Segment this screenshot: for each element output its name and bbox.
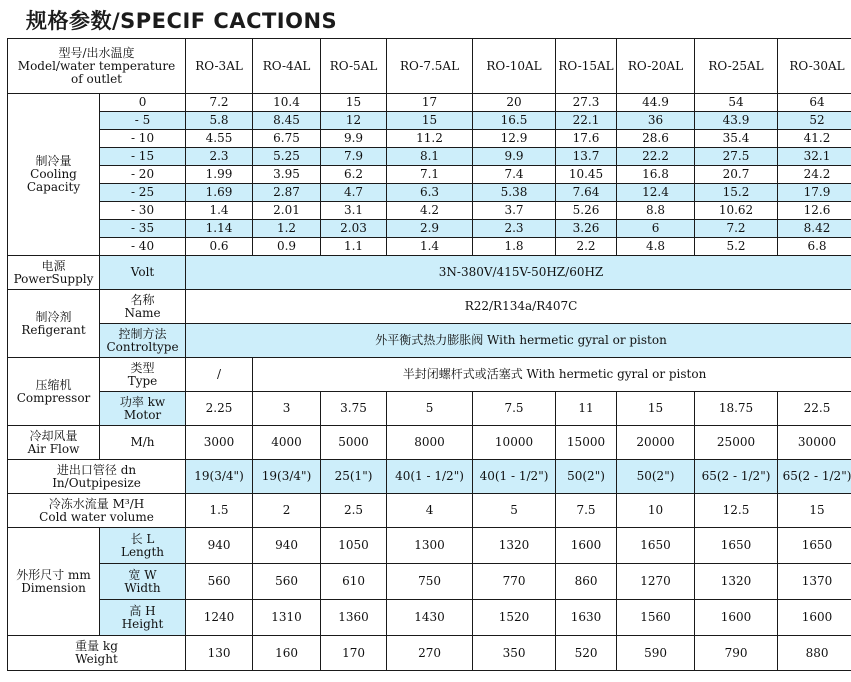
airflow-value: 30000 [778, 426, 851, 460]
cooling-value: 12.9 [473, 130, 556, 148]
airflow-value: 5000 [321, 426, 387, 460]
dimension-value: 940 [253, 528, 321, 564]
cooling-value: 7.2 [186, 94, 253, 112]
control-value: 外平衡式热力膨胀阀 With hermetic gyral or piston [186, 324, 851, 358]
power-label: 电源 PowerSupply [8, 256, 100, 290]
cooling-value: 6.75 [253, 130, 321, 148]
pipe-value: 19(3/4") [186, 460, 253, 494]
pipe-value: 65(2 - 1/2") [778, 460, 851, 494]
temp-cell: - 35 [100, 220, 186, 238]
temp-cell: - 5 [100, 112, 186, 130]
cooling-value: 2.9 [387, 220, 473, 238]
cooling-row [8, 220, 851, 238]
cooling-value: 6 [617, 220, 695, 238]
cooling-row [8, 112, 851, 130]
cooling-value: 7.1 [387, 166, 473, 184]
cooling-value: 7.4 [473, 166, 556, 184]
cooling-value: 15 [321, 94, 387, 112]
cooling-value: 16.5 [473, 112, 556, 130]
dimension-value: 1600 [695, 600, 778, 636]
dimension-value: 1600 [778, 600, 851, 636]
type-value: 半封闭螺杆式或活塞式 With hermetic gyral or piston [253, 358, 851, 392]
dimension-label: 外形尺寸 mm Dimension [8, 528, 100, 636]
cooling-value: 6.8 [778, 238, 851, 256]
cooling-value: 41.2 [778, 130, 851, 148]
control-label: 控制方法 Controltype [100, 324, 186, 358]
motor-value: 5 [387, 392, 473, 426]
dimension-value: 1520 [473, 600, 556, 636]
weight-row [8, 636, 851, 671]
cooling-value: 2.87 [253, 184, 321, 202]
dimension-value: 610 [321, 564, 387, 600]
cooling-value: 64 [778, 94, 851, 112]
cooling-value: 0.9 [253, 238, 321, 256]
model-header: RO-4AL [253, 39, 321, 94]
cooling-value: 35.4 [695, 130, 778, 148]
power-unit: Volt [100, 256, 186, 290]
cooling-value: 1.4 [387, 238, 473, 256]
coldwater-value: 2.5 [321, 494, 387, 528]
cooling-value: 12 [321, 112, 387, 130]
coldwater-value: 15 [778, 494, 851, 528]
temp-cell: - 20 [100, 166, 186, 184]
power-row [8, 256, 851, 290]
cooling-value: 5.2 [695, 238, 778, 256]
weight-value: 160 [253, 636, 321, 671]
temp-cell: - 15 [100, 148, 186, 166]
weight-value: 170 [321, 636, 387, 671]
motor-value: 7.5 [473, 392, 556, 426]
coldwater-label: 冷冻水流量 M³/H Cold water volume [8, 494, 186, 528]
cooling-row [8, 148, 851, 166]
cooling-row [8, 166, 851, 184]
motor-value: 18.75 [695, 392, 778, 426]
cooling-value: 7.64 [556, 184, 617, 202]
dimension-row [8, 600, 851, 636]
model-header: RO-30AL [778, 39, 851, 94]
airflow-value: 10000 [473, 426, 556, 460]
dimension-value: 1430 [387, 600, 473, 636]
pipe-value: 25(1") [321, 460, 387, 494]
type-label: 类型 Type [100, 358, 186, 392]
cooling-value: 2.03 [321, 220, 387, 238]
model-header: RO-25AL [695, 39, 778, 94]
dimension-value: 770 [473, 564, 556, 600]
cooling-value: 22.2 [617, 148, 695, 166]
cooling-row [8, 202, 851, 220]
dimension-value: 860 [556, 564, 617, 600]
cooling-value: 3.1 [321, 202, 387, 220]
cooling-value: 1.1 [321, 238, 387, 256]
power-value: 3N-380V/415V-50HZ/60HZ [186, 256, 851, 290]
motor-value: 11 [556, 392, 617, 426]
coldwater-value: 5 [473, 494, 556, 528]
weight-value: 520 [556, 636, 617, 671]
cooling-value: 27.3 [556, 94, 617, 112]
cooling-row [8, 238, 851, 256]
header-row [8, 39, 851, 94]
dimension-value: 940 [186, 528, 253, 564]
cooling-value: 44.9 [617, 94, 695, 112]
pipe-value: 19(3/4") [253, 460, 321, 494]
pipe-value: 50(2") [617, 460, 695, 494]
cooling-value: 4.8 [617, 238, 695, 256]
cooling-value: 43.9 [695, 112, 778, 130]
cooling-value: 1.69 [186, 184, 253, 202]
cooling-value: 32.1 [778, 148, 851, 166]
refrigerant-label: 制冷剂 Refigerant [8, 290, 100, 358]
dimension-value: 1560 [617, 600, 695, 636]
compressor-type-row [8, 358, 851, 392]
cooling-value: 0.6 [186, 238, 253, 256]
dimension-value: 1310 [253, 600, 321, 636]
type-value-first: / [186, 358, 253, 392]
cooling-value: 17.6 [556, 130, 617, 148]
weight-label: 重量 kg Weight [8, 636, 186, 671]
cooling-value: 15.2 [695, 184, 778, 202]
cooling-value: 7.2 [695, 220, 778, 238]
cooling-value: 2.3 [473, 220, 556, 238]
model-header: RO-7.5AL [387, 39, 473, 94]
dimension-value: 1630 [556, 600, 617, 636]
cooling-value: 36 [617, 112, 695, 130]
cooling-value: 54 [695, 94, 778, 112]
coldwater-value: 1.5 [186, 494, 253, 528]
refrigerant-name-value: R22/R134a/R407C [186, 290, 851, 324]
temp-cell: - 25 [100, 184, 186, 202]
compressor-label: 压缩机 Compressor [8, 358, 100, 426]
dimension-sub-label: 高 H Height [100, 600, 186, 636]
cooling-row [8, 184, 851, 202]
cooling-value: 4.2 [387, 202, 473, 220]
weight-value: 350 [473, 636, 556, 671]
cooling-value: 8.8 [617, 202, 695, 220]
cooling-value: 20 [473, 94, 556, 112]
cooling-value: 1.14 [186, 220, 253, 238]
cooling-value: 6.3 [387, 184, 473, 202]
model-header: RO-5AL [321, 39, 387, 94]
spec-table [7, 38, 851, 671]
airflow-value: 20000 [617, 426, 695, 460]
motor-value: 2.25 [186, 392, 253, 426]
dimension-value: 1650 [617, 528, 695, 564]
cooling-value: 4.7 [321, 184, 387, 202]
header-label: 型号/出水温度 Model/water temperature of outlet [8, 39, 186, 94]
dimension-sub-label: 长 L Length [100, 528, 186, 564]
cooling-value: 12.4 [617, 184, 695, 202]
cooling-value: 11.2 [387, 130, 473, 148]
cooling-value: 13.7 [556, 148, 617, 166]
pipe-value: 50(2") [556, 460, 617, 494]
refrigerant-name-label: 名称 Name [100, 290, 186, 324]
cooling-value: 1.99 [186, 166, 253, 184]
cooling-value: 5.38 [473, 184, 556, 202]
page-title: 规格参数/SPECIF CACTIONS [26, 9, 338, 33]
motor-value: 22.5 [778, 392, 851, 426]
motor-row [8, 392, 851, 426]
coldwater-row [8, 494, 851, 528]
airflow-value: 15000 [556, 426, 617, 460]
dimension-value: 1320 [473, 528, 556, 564]
refrigerant-row [8, 290, 851, 324]
dimension-value: 560 [186, 564, 253, 600]
dimension-value: 1320 [695, 564, 778, 600]
airflow-row [8, 426, 851, 460]
dimension-value: 1370 [778, 564, 851, 600]
cooling-value: 3.95 [253, 166, 321, 184]
cooling-value: 16.8 [617, 166, 695, 184]
cooling-value: 10.45 [556, 166, 617, 184]
cooling-value: 8.42 [778, 220, 851, 238]
coldwater-value: 4 [387, 494, 473, 528]
cooling-value: 1.4 [186, 202, 253, 220]
motor-value: 15 [617, 392, 695, 426]
pipe-value: 40(1 - 1/2") [387, 460, 473, 494]
coldwater-value: 2 [253, 494, 321, 528]
cooling-value: 24.2 [778, 166, 851, 184]
airflow-value: 4000 [253, 426, 321, 460]
cooling-value: 10.62 [695, 202, 778, 220]
cooling-value: 15 [387, 112, 473, 130]
model-header: RO-15AL [556, 39, 617, 94]
cooling-value: 10.4 [253, 94, 321, 112]
cooling-value: 3.26 [556, 220, 617, 238]
cooling-value: 8.45 [253, 112, 321, 130]
weight-value: 790 [695, 636, 778, 671]
cooling-value: 5.25 [253, 148, 321, 166]
cooling-value: 52 [778, 112, 851, 130]
cooling-value: 5.26 [556, 202, 617, 220]
airflow-value: 3000 [186, 426, 253, 460]
coldwater-value: 7.5 [556, 494, 617, 528]
pipe-label: 进出口管径 dn In/Outpipesize [8, 460, 186, 494]
dimension-value: 1300 [387, 528, 473, 564]
pipe-row [8, 460, 851, 494]
motor-label: 功率 kw Motor [100, 392, 186, 426]
cooling-value: 3.7 [473, 202, 556, 220]
cooling-value: 2.01 [253, 202, 321, 220]
cooling-value: 5.8 [186, 112, 253, 130]
cooling-value: 7.9 [321, 148, 387, 166]
cooling-value: 17 [387, 94, 473, 112]
dimension-value: 1050 [321, 528, 387, 564]
dimension-value: 1650 [778, 528, 851, 564]
cooling-value: 9.9 [321, 130, 387, 148]
cooling-row [8, 130, 851, 148]
airflow-value: 25000 [695, 426, 778, 460]
dimension-value: 1240 [186, 600, 253, 636]
cooling-value: 9.9 [473, 148, 556, 166]
dimension-sub-label: 宽 W Width [100, 564, 186, 600]
motor-value: 3.75 [321, 392, 387, 426]
temp-cell: - 10 [100, 130, 186, 148]
airflow-value: 8000 [387, 426, 473, 460]
cooling-value: 17.9 [778, 184, 851, 202]
cooling-value: 2.2 [556, 238, 617, 256]
cooling-value: 20.7 [695, 166, 778, 184]
cooling-value: 1.8 [473, 238, 556, 256]
dimension-row [8, 528, 851, 564]
cooling-value: 12.6 [778, 202, 851, 220]
motor-value: 3 [253, 392, 321, 426]
cooling-label: 制冷量 Cooling Capacity [8, 94, 100, 256]
weight-value: 880 [778, 636, 851, 671]
temp-cell: - 30 [100, 202, 186, 220]
model-header: RO-20AL [617, 39, 695, 94]
model-header: RO-10AL [473, 39, 556, 94]
cooling-value: 27.5 [695, 148, 778, 166]
dimension-value: 560 [253, 564, 321, 600]
temp-cell: - 40 [100, 238, 186, 256]
dimension-value: 750 [387, 564, 473, 600]
cooling-value: 8.1 [387, 148, 473, 166]
control-row [8, 324, 851, 358]
weight-value: 130 [186, 636, 253, 671]
coldwater-value: 10 [617, 494, 695, 528]
cooling-value: 4.55 [186, 130, 253, 148]
airflow-unit: M/h [100, 426, 186, 460]
model-header: RO-3AL [186, 39, 253, 94]
weight-value: 590 [617, 636, 695, 671]
dimension-value: 1360 [321, 600, 387, 636]
cooling-row [8, 94, 851, 112]
dimension-value: 1600 [556, 528, 617, 564]
pipe-value: 40(1 - 1/2") [473, 460, 556, 494]
cooling-value: 28.6 [617, 130, 695, 148]
coldwater-value: 12.5 [695, 494, 778, 528]
cooling-value: 1.2 [253, 220, 321, 238]
cooling-value: 2.3 [186, 148, 253, 166]
pipe-value: 65(2 - 1/2") [695, 460, 778, 494]
temp-cell: 0 [100, 94, 186, 112]
dimension-value: 1650 [695, 528, 778, 564]
cooling-value: 6.2 [321, 166, 387, 184]
dimension-value: 1270 [617, 564, 695, 600]
cooling-value: 22.1 [556, 112, 617, 130]
weight-value: 270 [387, 636, 473, 671]
airflow-label: 冷却风量 Air Flow [8, 426, 100, 460]
dimension-row [8, 564, 851, 600]
